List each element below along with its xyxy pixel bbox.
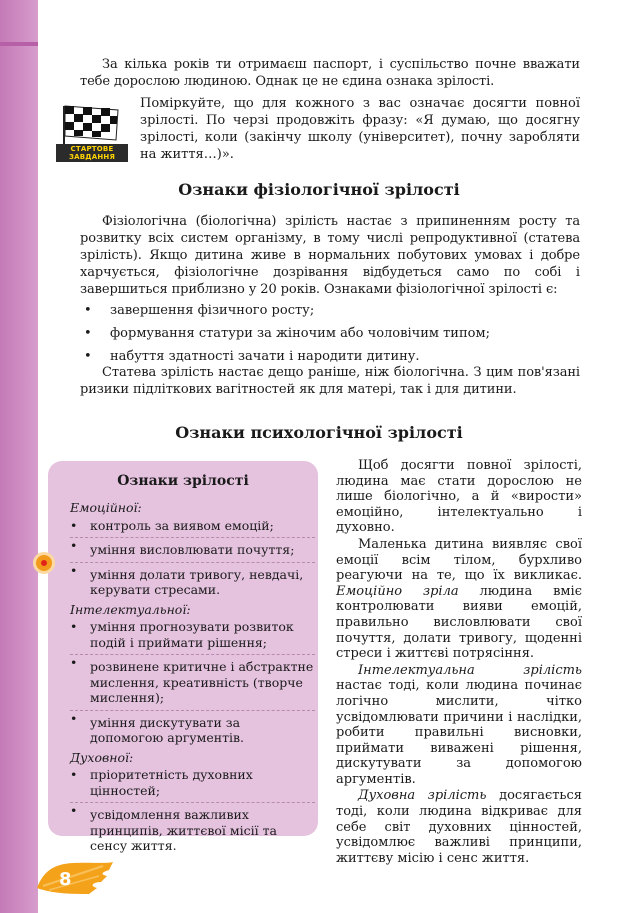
start-task-label: СТАРТОВЕ ЗАВДАННЯ — [56, 144, 128, 162]
list-item: • формування статури за жіночим або чоловічим типом; — [80, 325, 580, 342]
right-paragraph-4 — [336, 788, 582, 866]
box-title: Ознаки зрілості — [117, 473, 249, 489]
list-item: • уміння висловлювати почуття; — [70, 537, 315, 558]
bullet-marker-icon — [33, 552, 55, 574]
physiological-paragraph: Фізіологічна (біологічна) зрілість настає з припиненням росту та розвитку всіх систем організму, в тому числі репродуктивної (статева зрілість). Якщо дитина живе в нормальних побутових умовах і добре харчується, фізіологічне дозрівання відбудеться само по собі і завершиться приблизно у 20 років. Ознаками фізіологічної зрілості є: — [80, 214, 580, 297]
maturity-signs-box — [48, 461, 318, 853]
text-span: Маленька дитина виявляє свої емоції всім тілом, бурхливо реагуючи на те, що їх викликає. — [336, 536, 582, 584]
list-item: • пріоритетність духовних цінностей; — [70, 767, 315, 798]
list-item: • розвинене критичне і абстрактне мислення, креативність (творче мислення); — [70, 654, 315, 706]
text-span: настає тоді, коли людина починає логічно мислити, чітко усвідомлювати причини і наслідки, робити правильні висновки, приймати виважені рішення, дискутувати за допомогою аргументів. — [336, 678, 582, 787]
intro-paragraph: За кілька років ти отримаєш паспорт, і суспільство почне вважати тебе дорослою людиною. Однак це не єдина ознака зрілості. — [80, 57, 580, 89]
start-task-icon — [56, 100, 128, 164]
stripe-band — [0, 42, 38, 46]
section-title-physiological: Ознаки фізіологічної зрілості — [178, 180, 460, 199]
category-intellectual: Інтелектуальної: — [70, 601, 191, 617]
list-item: • набуття здатності зачати і народити дитину. — [80, 348, 580, 365]
sexual-maturity-paragraph: Статева зрілість настає дещо раніше, ніж біологічна. З цим пов'язані ризики підліткових вагітностей як для матері, так і для дитини. — [80, 365, 580, 397]
term-emotional: Емоційно зріла — [336, 583, 459, 599]
right-column-text — [336, 458, 582, 867]
list-item: • уміння долати тривогу, невдачі, керувати стресами. — [70, 562, 315, 598]
box-body — [70, 497, 315, 858]
page-number: 8 — [59, 869, 72, 890]
brush-stroke-icon — [33, 858, 115, 896]
category-spiritual: Духовної: — [70, 749, 134, 765]
list-item: • уміння прогнозувати розвиток подій і приймати рішення; — [70, 619, 315, 650]
task-paragraph: Поміркуйте, що для кожного з вас означає досягти повної зрілості. По черзі продовжіть фразу: «Я думаю, що досягну зрілості, коли (закінчу школу (університет), почну заробляти на життя…)». — [140, 96, 580, 162]
term-intellectual: Інтелектуальна зрілість — [358, 662, 582, 678]
right-paragraph-1: Щоб досягти повної зрілості, людина має стати дорослою не лише біологічно, а й «вирости» емоційно, інтелектуально і духовно. — [336, 458, 582, 536]
section-title-psychological: Ознаки психологічної зрілості — [175, 423, 463, 442]
right-paragraph-2 — [336, 537, 582, 662]
list-item: • контроль за виявом емоцій; — [70, 518, 315, 534]
physiological-bullet-list — [80, 302, 580, 371]
left-decorative-stripe — [0, 0, 38, 913]
term-spiritual: Духовна зрілість — [358, 788, 487, 804]
list-item: • усвідомлення важливих принципів, життєвої місії та сенсу життя. — [70, 802, 315, 854]
list-item: • уміння дискутувати за допомогою аргументів. — [70, 710, 315, 746]
page-number-badge — [33, 858, 115, 896]
text-span: людина вміє контролювати вияви емоцій, правильно висловлювати свої почуття, долати тривогу, щоденні стреси і життєві потрясіння. — [336, 583, 582, 662]
list-item: • завершення фізичного росту; — [80, 302, 580, 319]
right-paragraph-3 — [336, 663, 582, 788]
text-span: досягається тоді, коли людина відкриває для себе світ духовних цінностей, усвідомлює важливі принципи, життєву місію і сенс життя. — [336, 788, 582, 866]
category-emotional: Емоційної: — [70, 500, 142, 515]
